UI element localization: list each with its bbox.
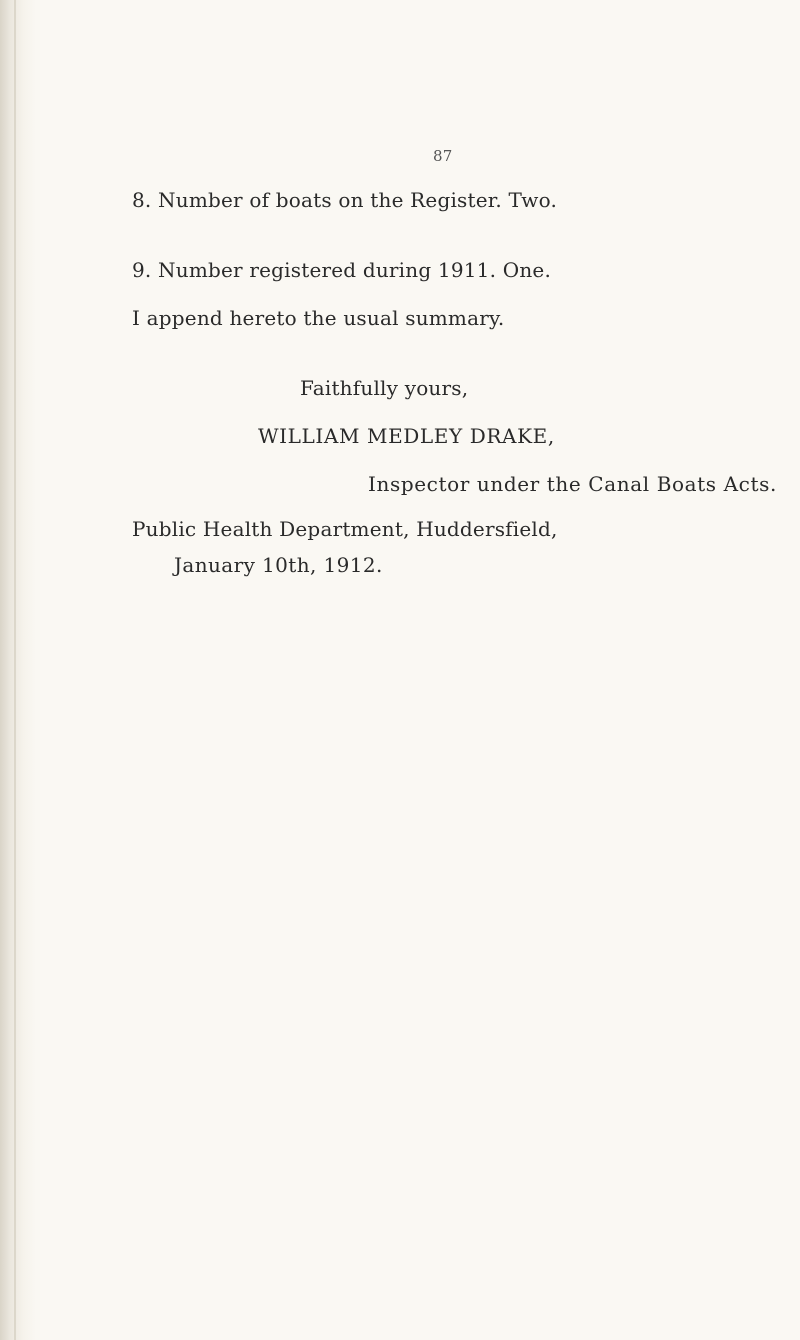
sender-address: Public Health Department, Huddersfield, xyxy=(132,517,558,541)
page-number: 87 xyxy=(433,147,453,165)
list-item-boats-on-register: 8. Number of boats on the Register. Two. xyxy=(132,188,558,212)
binding-edge xyxy=(0,0,36,1340)
binding-line xyxy=(14,0,16,1340)
list-item-registered-1911: 9. Number registered during 1911. One. xyxy=(132,258,551,282)
summary-statement: I append hereto the usual summary. xyxy=(132,306,505,330)
letter-date: January 10th, 1912. xyxy=(174,553,383,577)
signatory-title: Inspector under the Canal Boats Acts. xyxy=(368,472,777,496)
signatory-name: WILLIAM MEDLEY DRAKE, xyxy=(258,424,555,448)
letter-closing: Faithfully yours, xyxy=(300,376,469,400)
